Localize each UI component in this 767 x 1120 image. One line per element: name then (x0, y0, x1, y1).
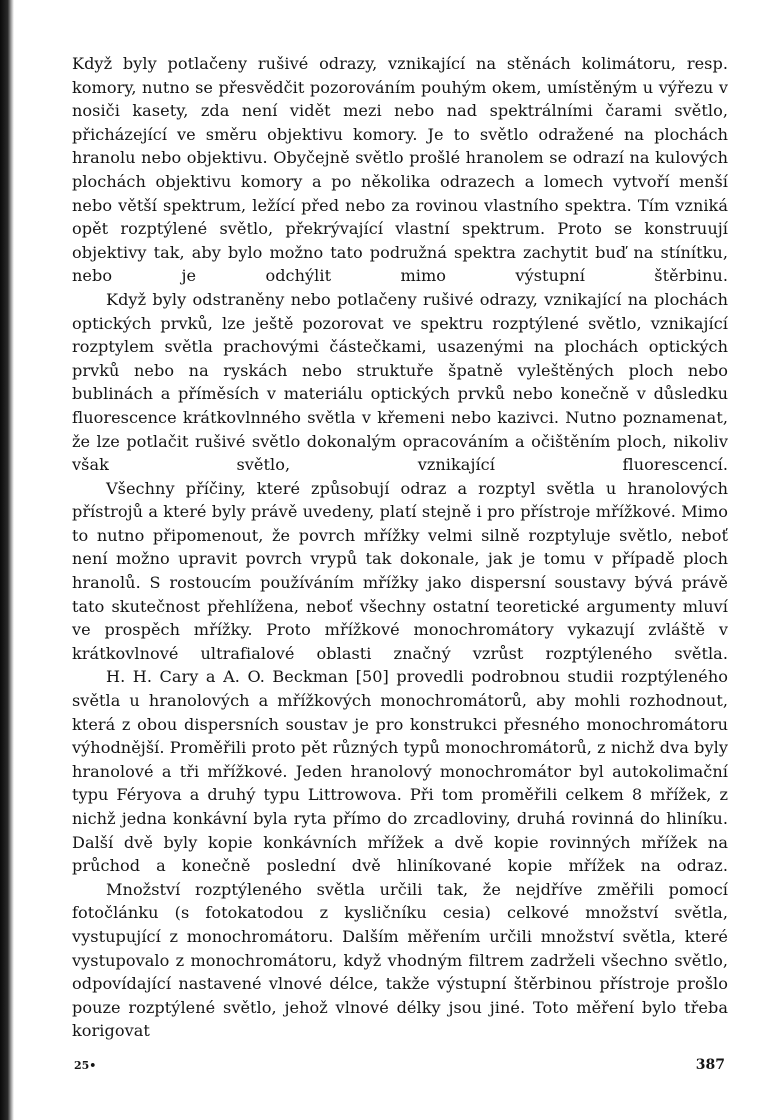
signature-mark: 25• (74, 1059, 97, 1072)
page-number: 387 (695, 1057, 725, 1073)
paragraph-3: Všechny příčiny, které způsobují odraz a rozptyl světla u hranolových přístrojů a které byly právě uvedeny, platí stejně i pro přístroje mřížkové. Mimo to nutno připomenout, že povrch mřížky velmi silně rozptyluje světlo, neboť není možno upravit povrch vrypů tak dokonale, jak je tomu v případě ploch hranolů. S rostoucím používáním mřížky jako dispersní soustavy bývá právě tato skutečnost přehlížena, neboť všechny ostatní teoretické argumenty mluví ve prospěch mřížky. Proto mřížkové monochromátory vykazují zvláště v krátkovlnové ultrafialové oblasti značný vzrůst rozptýleného světla. (72, 478, 728, 663)
paragraph-4: H. H. Cary a A. O. Beckman [50] provedli podrobnou studii rozptýleného světla u hranolových a mřížkových monochromátorů, aby mohli rozhodnout, která z obou dispersních soustav je pro konstrukci přesného monochromátoru výhodnější. Proměřili proto pět různých typů monochromátorů, z nichž dva byly hranolové a tři mřížkové. Jeden hranolový monochromátor byl autokolimační typu Féryova a druhý typu Littrowova. Při tom proměřili celkem 8 mřížek, z nichž jedna konkávní byla ryta přímo do zrcadloviny, druhá rovinná do hliníku. Další dvě byly kopie konkávních mřížek a dvě kopie rovinných mřížek na průchod a konečně poslední dvě hliníkované kopie mřížek na odraz. (72, 667, 728, 876)
bleed-through-text (0, 40, 13, 600)
body-text (72, 52, 728, 1043)
paragraph-5: Množství rozptýleného světla určili tak, že nejdříve změřili pomocí fotočlánku (s fotokatodou z kysličníku cesia) celkové množství světla, vystupující z monochromátoru. Dalším měřením určili množství světla, které vystupovalo z monochromátoru, když vhodným filtrem zadrželi všechno světlo, odpovídající nastavené vlnové délce, takže výstupní štěrbinou přístroje prošlo pouze rozptýlené světlo, jehož vlnové délky jsou jiné. Toto měření bylo třeba korigovat (72, 879, 728, 1041)
paragraph-1: Když byly potlačeny rušivé odrazy, vznikající na stěnách kolimátoru, resp. komory, nutno se přesvědčit pozorováním pouhým okem, umístěným u výřezu v nosiči kasety, zda není vidět mezi nebo nad spektrálními čarami světlo, přicházející ve směru objektivu komory. Je to světlo odražené na plochách hranolu nebo objektivu. Obyčejně světlo prošlé hranolem se odrazí na kulových plochách objektivu komory a po několika odrazech a lomech vytvoří menší nebo větší spektrum, ležící před nebo za rovinou vlastního spektra. Tím vzniká opět rozptýlené světlo, překrývající vlastní spektrum. Proto se konstruují objektivy tak, aby bylo možno tato podružná spektra zachytit buď na stínítku, nebo je odchýlit mimo výstupní štěrbinu. (72, 54, 728, 286)
paragraph-2: Když byly odstraněny nebo potlačeny rušivé odrazy, vznikající na plochách optických prvků, lze ještě pozorovat ve spektru rozptýlené světlo, vznikající rozptylem světla prachovými částečkami, usazenými na plochách optických prvků nebo na ryskách nebo struktuře špatně vyleštěných ploch nebo bublinách a příměsích v materiálu optických prvků nebo konečně v důsledku fluorescence krátkovlnného světla v křemeni nebo kazivci. Nutno poznamenat, že lze potlačit rušivé světlo dokonalým opracováním a očištěním ploch, nikoliv však světlo, vznikající fluorescencí. (72, 289, 728, 475)
